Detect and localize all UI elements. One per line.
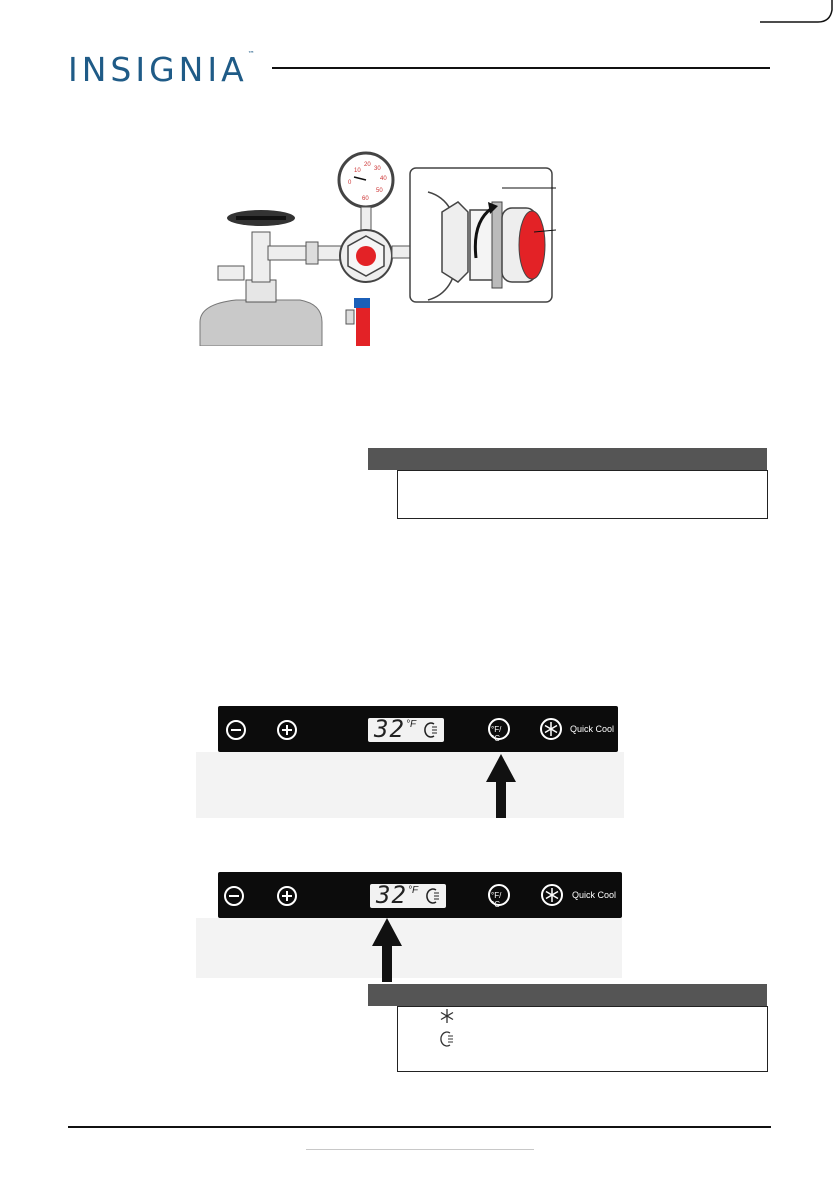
red-seal-icon (502, 208, 545, 282)
note-header-2 (368, 984, 767, 1006)
temperature-display (368, 715, 444, 743)
connector-nut-icon (442, 202, 502, 288)
svg-text:60: 60 (362, 196, 369, 202)
note-header-1 (368, 448, 767, 470)
footer-link-underline (306, 1149, 534, 1150)
units-button (488, 884, 510, 909)
svg-text:50: 50 (376, 188, 383, 194)
trademark-mark: ™ (247, 50, 255, 58)
light-icon (424, 722, 438, 738)
panel-backdrop-1 (196, 752, 624, 818)
plus-icon (277, 720, 297, 740)
minus-icon (226, 720, 246, 740)
display-value: 32 (374, 715, 405, 743)
plus-icon (277, 886, 297, 906)
note-box-2 (397, 1006, 768, 1072)
minus-icon (224, 886, 244, 906)
footer-rule (68, 1126, 771, 1128)
arrow-up-icon (370, 916, 404, 982)
units-button-label: °F/°C (491, 725, 502, 743)
snowflake-icon (440, 1009, 454, 1023)
svg-text:40: 40 (380, 176, 387, 182)
quick-cool-label: Quick Cool (570, 724, 615, 734)
note-box-1 (397, 470, 768, 519)
svg-text:10: 10 (354, 168, 361, 174)
svg-text:0: 0 (348, 180, 352, 186)
display-unit: °F (406, 719, 417, 730)
control-panel-2 (218, 872, 622, 918)
light-icon (426, 888, 440, 904)
brand-logo (68, 50, 255, 89)
temperature-display (370, 881, 446, 909)
brand-name: INSIGNIA (68, 50, 248, 89)
quick-cool-button (541, 884, 563, 906)
light-icon (440, 1031, 454, 1047)
display-unit: °F (408, 885, 419, 896)
quick-cool-button (540, 718, 562, 740)
quick-cool-label: Quick Cool (572, 890, 617, 900)
units-button (488, 718, 510, 743)
page-corner-mark (760, 0, 840, 30)
snowflake-icon (545, 888, 559, 902)
display-value: 32 (376, 881, 407, 909)
header-rule (272, 67, 770, 69)
control-panel-1 (218, 706, 618, 752)
panel-backdrop-2 (196, 918, 622, 978)
units-button-label: °F/°C (491, 891, 502, 909)
regulator-figure (196, 150, 556, 346)
arrow-up-icon (484, 752, 518, 818)
svg-text:20: 20 (364, 162, 371, 168)
snowflake-icon (544, 722, 558, 736)
svg-text:30: 30 (374, 166, 381, 172)
